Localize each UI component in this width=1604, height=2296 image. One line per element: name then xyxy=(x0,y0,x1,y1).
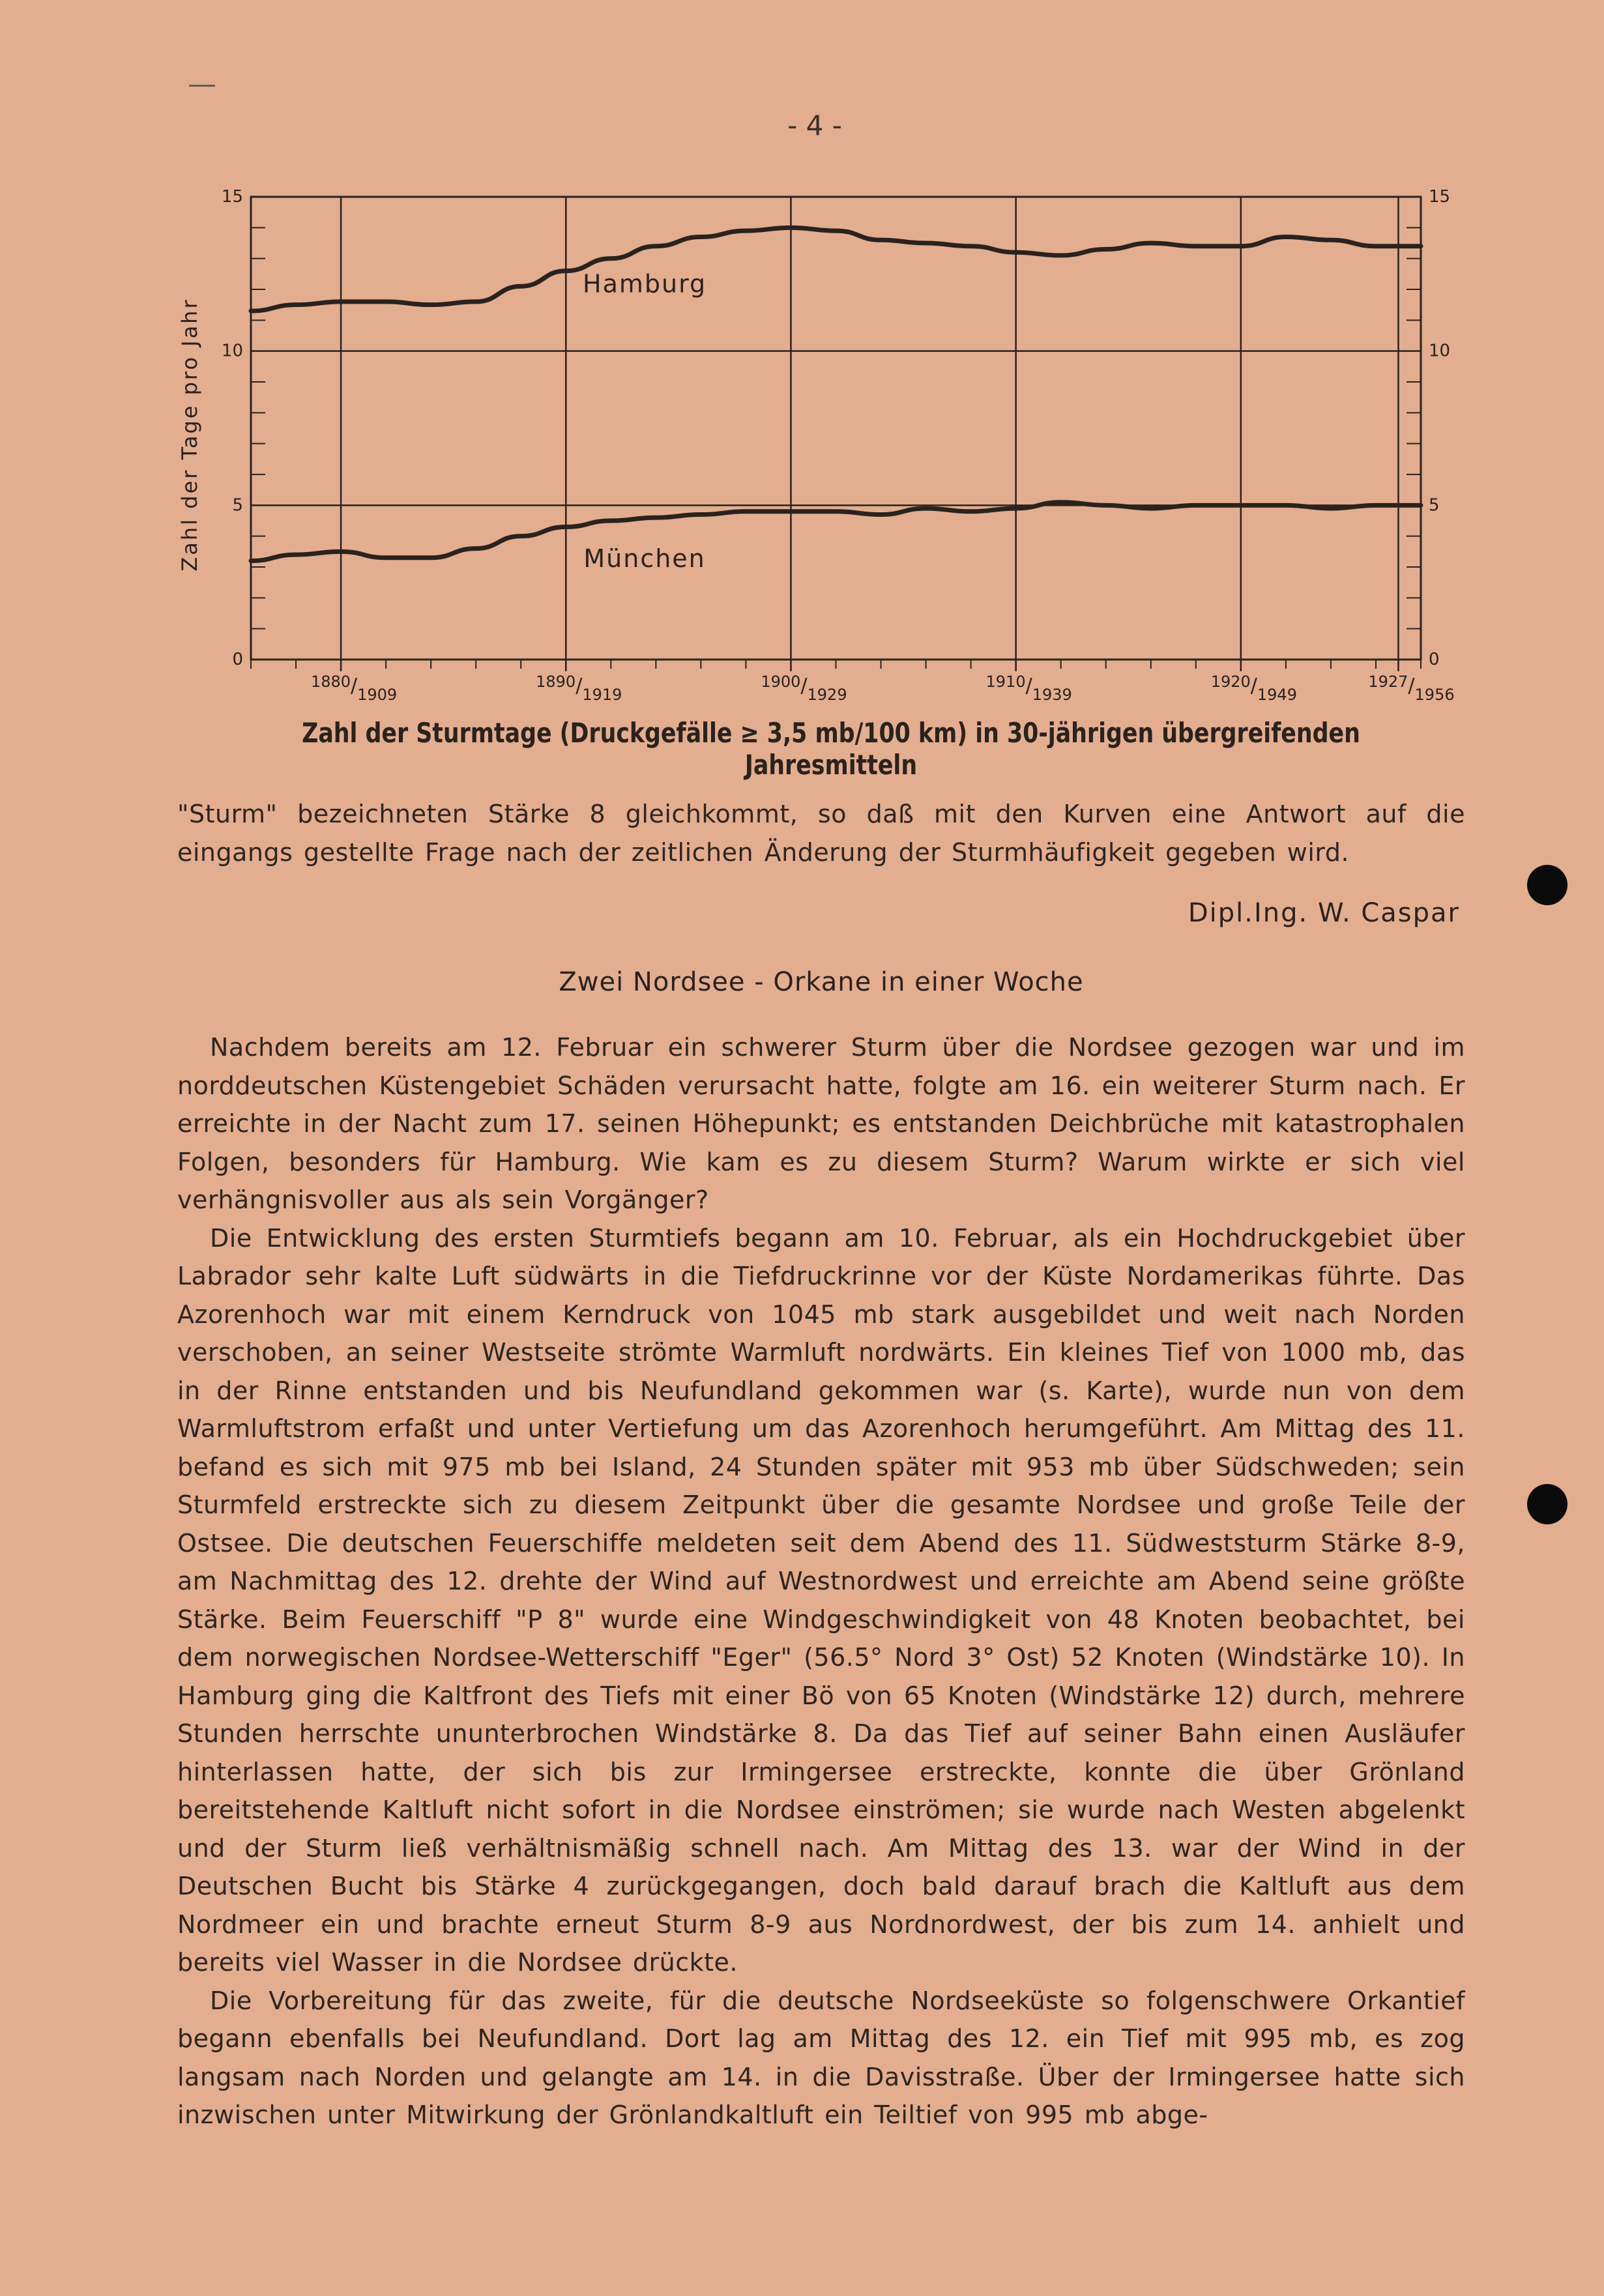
series-line-hamburg xyxy=(251,227,1421,311)
y-tick-label-left-5: 5 xyxy=(232,495,243,516)
y-tick-label-left-15: 15 xyxy=(221,187,243,207)
x-tick-label-1900: 1900/1929 xyxy=(761,673,847,704)
article-body xyxy=(177,1028,1465,2134)
y-tick-label-left-0: 0 xyxy=(232,650,243,669)
intro-paragraph xyxy=(177,795,1465,871)
punch-hole-bottom xyxy=(1527,1484,1568,1524)
y-axis-label: Zahl der Tage pro Jahr xyxy=(177,298,202,572)
storm-days-chart xyxy=(156,182,1460,769)
x-tick-label-1927: 1927/1956 xyxy=(1368,673,1455,704)
x-tick-label-1920: 1920/1949 xyxy=(1210,673,1297,704)
paragraph-2: Die Entwicklung des ersten Sturmtiefs begann am 10. Februar, als ein Hochdruckgebiet über Labrador sehr kalte Luft südwärts in die Tiefdruckrinne vor der Küste Nordamerikas führte. Das Azorenhoch war mit einem Kerndruck von 1045 mb stark ausgebildet und weit nach Norden verschoben, an seiner Westseite strömte Warmluft nordwärts. Ein kleines Tief von 1000 mb, das in der Rinne entstanden und bis Neufundland gekommen war (s. Karte), wurde nun von dem Warmluftstrom erfaßt und unter Vertiefung um das Azorenhoch herumgeführt. Am Mittag des 11. befand es sich mit 975 mb bei Island, 24 Stunden später mit 953 mb über Südschweden; sein Sturmfeld erstreckte sich zu diesem Zeitpunkt über die gesamte Nordsee und große Teile der Ostsee. Die deutschen Feuerschiffe meldeten seit dem Abend des 11. Südweststurm Stärke 8-9, am Nachmittag des 12. drehte der Wind auf Westnordwest und erreichte am Abend seine größte Stärke. Beim Feuerschiff "P 8" wurde eine Windgeschwindigkeit von 48 Knoten beobachtet, bei dem norwegischen Nordsee-Wetterschiff "Eger" (56.5° Nord 3° Ost) 52 Knoten (Windstärke 10). In Hamburg ging die Kaltfront des Tiefs mit einer Bö von 65 Knoten (Windstärke 12) durch, mehrere Stunden herrschte ununterbrochen Windstärke 8. Da das Tief auf seiner Bahn einen Ausläufer hinterlassen hatte, der sich bis zur Irmingersee erstreckte, konnte die über Grönland bereitstehende Kaltluft nicht sofort in die Nordsee einströmen; sie wurde nach Westen abgelenkt und der Sturm ließ verhältnismäßig schnell nach. Am Mittag des 13. war der Wind in der Deutschen Bucht bis Stärke 4 zurückgegangen, doch bald darauf brach die Kaltluft aus dem Nordmeer ein und brachte erneut Sturm 8-9 aus Nordnordwest, der bis zum 14. anhielt und bereits viel Wasser in die Nordsee drückte. xyxy=(177,1223,1465,1977)
y-tick-label-right-0: 0 xyxy=(1429,650,1440,669)
y-tick-label-right-5: 5 xyxy=(1429,495,1440,516)
signature: Dipl.Ing. W. Caspar xyxy=(1188,898,1460,928)
x-tick-label-1890: 1890/1919 xyxy=(536,673,622,704)
paragraph-1: Nachdem bereits am 12. Februar ein schwerer Sturm über die Nordsee gezogen war und im norddeutschen Küstengebiet Schäden verursacht hatte, folgte am 16. ein weiterer Sturm nach. Er erreichte in der Nacht zum 17. seinen Höhepunkt; es entstanden Deichbrüche mit katastrophalen Folgen, besonders für Hamburg. Wie kam es zu diesem Sturm? Warum wirkte er sich viel verhängnisvoller aus als sein Vorgänger? xyxy=(177,1033,1465,1214)
paragraph-3: Die Vorbereitung für das zweite, für die deutsche Nordseeküste so folgenschwere Orkantief begann ebenfalls bei Neufundland. Dort lag am Mittag des 12. ein Tief mit 995 mb, es zog langsam nach Norden und gelangte am 14. in die Davisstraße. Über der Irmingersee hatte sich inzwischen unter Mitwirkung der Grönlandkaltluft ein Teiltief von 995 mb abge- xyxy=(177,1986,1465,2129)
series-line-muenchen xyxy=(251,502,1421,561)
plot-frame xyxy=(251,197,1421,660)
page-number: - 4 - xyxy=(787,109,842,141)
x-tick-label-1910: 1910/1939 xyxy=(985,673,1072,704)
y-tick-label-right-10: 10 xyxy=(1429,341,1451,361)
chart-title: Zahl der Sturmtage (Druckgefälle ≥ 3,5 mb/100 km) in 30-jährigen übergreifenden Jahresmitteln xyxy=(302,717,1360,781)
series-label-muenchen: München xyxy=(583,544,706,573)
y-tick-label-left-10: 10 xyxy=(221,341,243,361)
punch-hole-top xyxy=(1527,865,1568,905)
page-mark xyxy=(189,85,215,87)
intro-text: "Sturm" bezeichneten Stärke 8 gleichkommt, so daß mit den Kurven eine Antwort auf die eingangs gestellte Frage nach der zeitlichen Änderung der Sturmhäufigkeit gegeben wird. xyxy=(177,800,1465,867)
section-title: Zwei Nordsee - Orkane in einer Woche xyxy=(559,967,1084,997)
x-tick-label-1880: 1880/1909 xyxy=(310,673,398,704)
series-label-hamburg: Hamburg xyxy=(583,269,707,298)
y-tick-label-right-15: 15 xyxy=(1429,187,1451,207)
